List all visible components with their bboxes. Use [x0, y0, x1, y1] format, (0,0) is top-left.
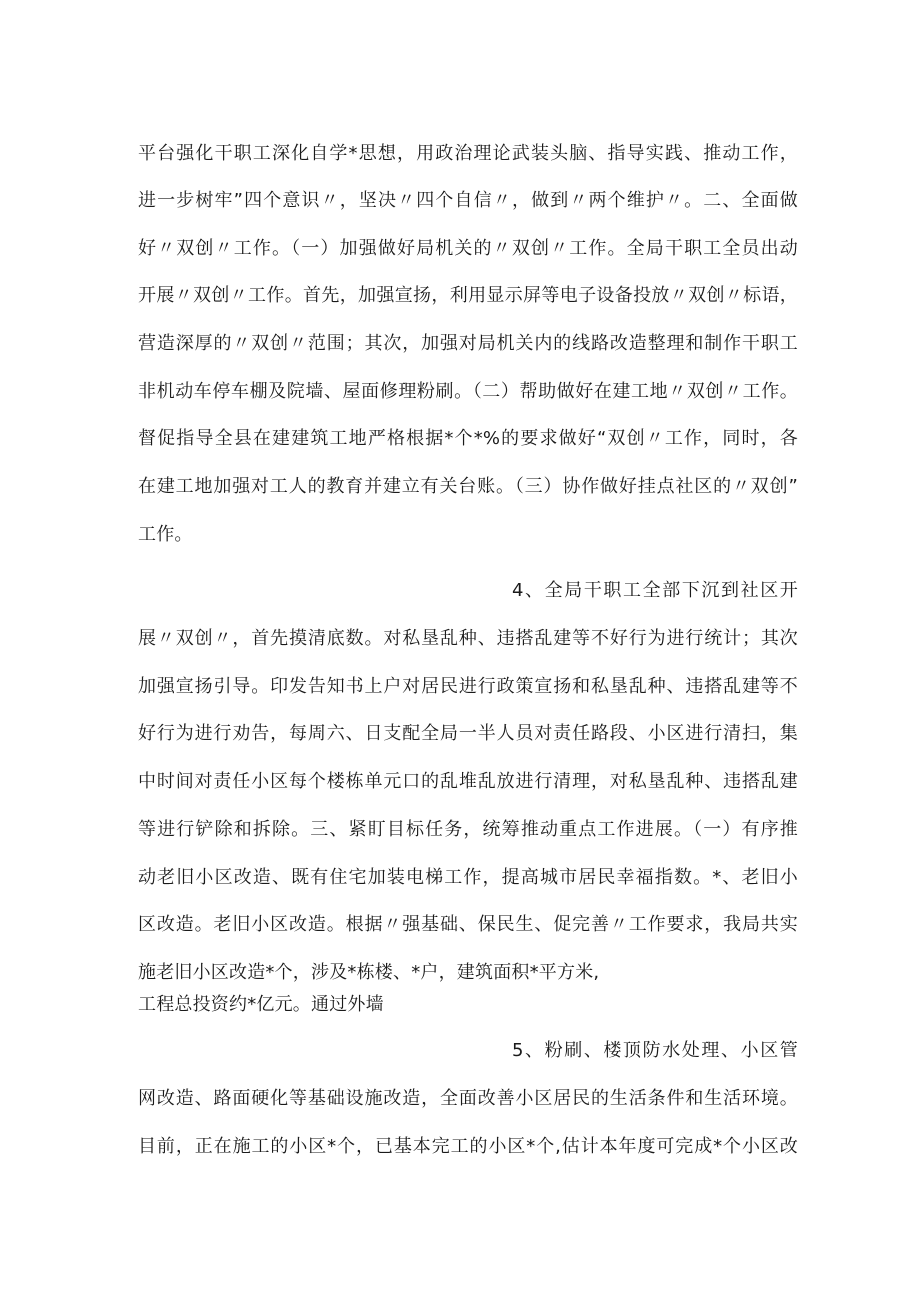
paragraph-2-line-1: 4、全局干职工全部下沉到社区开 [512, 580, 798, 601]
paragraph-1-line-7: 督促指导全县在建建筑工地严格根据*个*%的要求做好“双创〃工作，同时，各 [138, 428, 798, 449]
paragraph-3-line-3: 目前，正在施工的小区*个，已基本完工的小区*个,估计本年度可完成*个小区改 [138, 1136, 798, 1157]
paragraph-2-line-6: 等进行铲除和拆除。三、紧盯目标任务，统筹推动重点工作进展。（一）有序推 [138, 819, 798, 840]
paragraph-2-line-9: 施老旧小区改造*个，涉及*栋楼、*户，建筑面积*平方米, [138, 962, 600, 983]
paragraph-1-line-3: 好〃双创〃工作。（一）加强做好局机关的〃双创〃工作。全局干职工全员出动 [138, 238, 798, 259]
paragraph-2-line-5: 中时间对责任小区每个楼栋单元口的乱堆乱放进行清理，对私垦乱种、违搭乱建 [138, 771, 798, 792]
paragraph-3-line-2: 网改造、路面硬化等基础设施改造，全面改善小区居民的生活条件和生活环境。 [138, 1088, 798, 1109]
paragraph-1-line-8: 在建工地加强对工人的教育并建立有关台账。（三）协作做好挂点社区的〃双创” [138, 476, 798, 497]
paragraph-3-line-1: 5、粉刷、楼顶防水处理、小区管 [512, 1040, 798, 1061]
paragraph-2-line-7: 动老旧小区改造、既有住宅加装电梯工作，提高城市居民幸福指数。*、老旧小 [138, 867, 798, 888]
paragraph-1-line-1: 平台强化干职工深化自学*思想，用政治理论武装头脑、指导实践、推动工作， [138, 143, 798, 164]
paragraph-1-line-9: 工作。 [138, 524, 193, 545]
paragraph-1-line-6: 非机动车停车棚及院墙、屋面修理粉刷。（二）帮助做好在建工地〃双创〃工作。 [138, 381, 798, 402]
paragraph-1-line-5: 营造深厚的〃双创〃范围；其次，加强对局机关内的线路改造整理和制作干职工 [138, 333, 798, 354]
paragraph-2-line-2: 展〃双创〃，首先摸清底数。对私垦乱种、违搭乱建等不好行为进行统计；其次 [138, 628, 798, 649]
paragraph-2-line-10: 工程总投资约*亿元。通过外墙 [138, 994, 384, 1015]
paragraph-1-line-2: 进一步树牢”四个意识〃，坚决〃四个自信〃，做到〃两个维护〃。二、全面做 [138, 190, 798, 211]
paragraph-2-line-3: 加强宣扬引导。印发告知书上户对居民进行政策宣扬和私垦乱种、违搭乱建等不 [138, 676, 798, 697]
paragraph-1-line-4: 开展〃双创〃工作。首先，加强宣扬，利用显示屏等电子设备投放〃双创〃标语， [138, 285, 798, 306]
paragraph-2-line-4: 好行为进行劝告，每周六、日支配全局一半人员对责任路段、小区进行清扫，集 [138, 723, 798, 744]
paragraph-2-line-8: 区改造。老旧小区改造。根据〃强基础、保民生、促完善〃工作要求，我局共实 [138, 914, 798, 935]
